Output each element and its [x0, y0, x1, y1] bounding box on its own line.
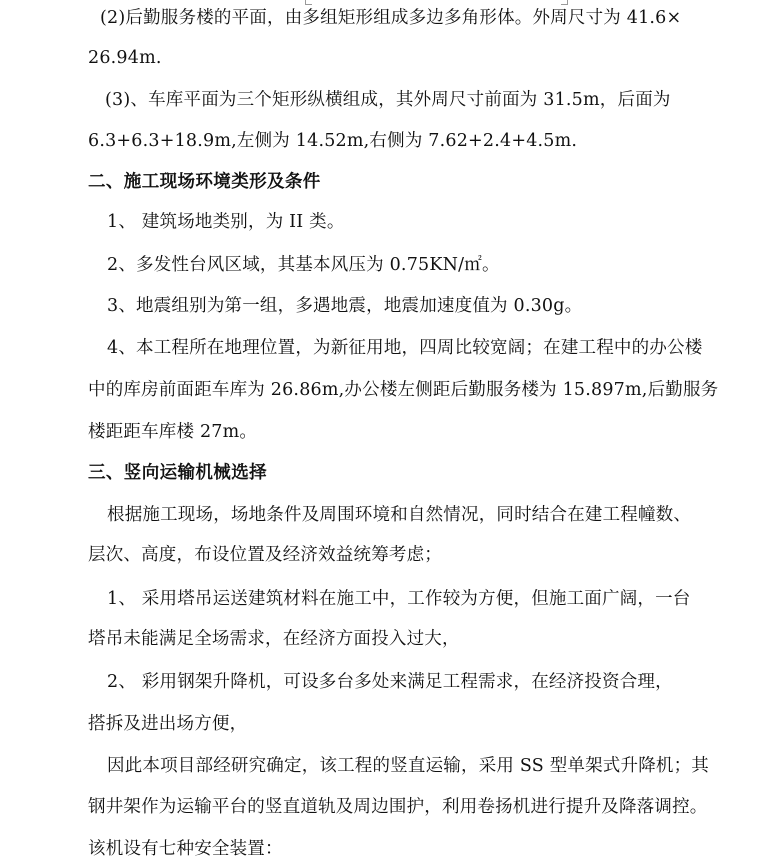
- paragraph-line: 中的库房前面距车库为 26.86m,办公楼左侧距后勤服务楼为 15.897m,后勤服务: [88, 380, 719, 400]
- paragraph-line: 层次、高度，布设位置及经济效益统筹考虑；: [88, 545, 442, 565]
- paragraph-line: 塔吊未能满足全场需求，在经济方面投入过大，: [88, 629, 460, 649]
- paragraph-line: 根据施工现场，场地条件及周围环境和自然情况，同时结合在建工程幢数、: [107, 505, 692, 525]
- list-item: 2、多发性台风区域，其基本风压为 0.75KN/㎡。: [107, 255, 500, 275]
- section-heading: 三、竖向运输机械选择: [88, 463, 267, 483]
- paragraph-line: 钢井架作为运输平台的竖直道轨及周边围护，利用卷扬机进行提升及降落调控。: [88, 797, 708, 817]
- page-corner-mark-right: [561, 0, 568, 5]
- paragraph-line: 该机设有七种安全装置：: [88, 839, 283, 859]
- list-item: 1、 采用塔吊运送建筑材料在施工中，工作较为方便，但施工面广阔，一台: [107, 589, 691, 609]
- section-heading: 二、施工现场环境类形及条件: [88, 172, 321, 192]
- paragraph-line: 6.3+6.3+18.9m,左侧为 14.52m,右侧为 7.62+2.4+4.5m.: [88, 131, 578, 151]
- list-item: 2、 彩用钢架升降机，可设多台多处来满足工程需求，在经济投资合理，: [107, 672, 673, 692]
- paragraph-line: 26.94m.: [88, 48, 162, 68]
- page-corner-mark-left: [305, 0, 312, 5]
- list-item: 4、本工程所在地理位置，为新征用地，四周比较宽阔；在建工程中的办公楼: [107, 338, 703, 358]
- paragraph-line: (3)、车库平面为三个矩形纵横组成，其外周尺寸前面为 31.5m，后面为: [105, 90, 671, 110]
- list-item: 1、 建筑场地类别，为 II 类。: [107, 212, 345, 232]
- paragraph-line: 楼距距车库楼 27m。: [88, 422, 258, 442]
- paragraph-line: 搭拆及进出场方便，: [88, 714, 248, 734]
- paragraph-line: 因此本项目部经研究确定，该工程的竖直运输，采用 SS 型单架式升降机；其: [107, 756, 709, 776]
- list-item: 3、地震组别为第一组，多遇地震，地震加速度值为 0.30g。: [107, 296, 583, 316]
- paragraph-line: (2)后勤服务楼的平面，由多组矩形组成多边多角形体。外周尺寸为 41.6×: [100, 8, 682, 28]
